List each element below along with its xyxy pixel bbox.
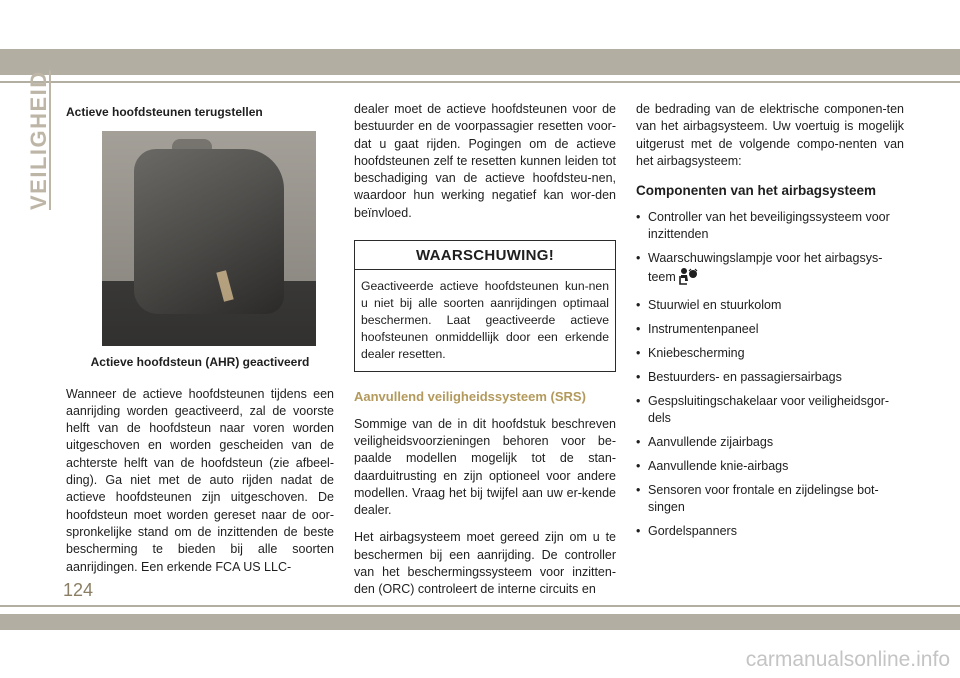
airbag-paragraph: Het airbagsysteem moet gereed zijn om u te beschermen bij een aanrijding. De controller van het beschermingssysteem voor inzitten-den (ORC) controleert de interne circuits en	[354, 530, 616, 597]
page-number: 124	[63, 580, 94, 600]
reset-heading: Actieve hoofdsteunen terugstellen	[66, 105, 263, 119]
headrest-photo	[102, 131, 316, 346]
image-caption: Actieve hoofdsteun (AHR) geactiveerd	[90, 355, 310, 370]
list-item: • Instrumentenpaneel	[636, 321, 904, 338]
top-decor-line	[0, 81, 960, 83]
reset-paragraph-continued: dealer moet de actieve hoofdsteunen voor de bestuurder en de voorpassagier resetten voor-dat u gaat rijden. Pogingen om de actieve hoofdsteunen zelf te resetten kunnen leiden tot beschadiging van de actieve hoofdsteu-nen, waardoor hun werking negatief kan wor-den beïnvloed.	[354, 102, 616, 220]
airbag-paragraph-continued: de bedrading van de elektrische componen-ten van het airbagsysteem. Uw voertuig is mogelijk uitgerust met de volgende compo-nenten van het airbagsysteem:	[636, 102, 904, 168]
reset-paragraph: Wanneer de actieve hoofdsteunen tijdens een aanrijding worden geactiveerd, zal de voorste helft van de hoofdsteun naar voren worden uitgeschoven en worden gescheiden van de achterste helft van de hoofdsteun (zie afbeel-ding). Ga niet met de auto rijden nadat de actieve hoofdsteunen zijn uitgeschoven. De hoofdsteun moet worden gereset naar de oor-spronkelijke stand om de inzittenden de beste bescherming te bieden bij alle soorten aanrijdingen. Een erkende FCA US LLC-	[66, 386, 334, 574]
watermark: carmanualsonline.info	[745, 648, 950, 671]
top-decor-band	[0, 49, 960, 75]
bottom-decor-band	[0, 614, 960, 630]
column-1	[66, 104, 334, 576]
bottom-decor-line	[0, 605, 960, 607]
list-item: • Gespsluitingschakelaar voor veiligheidsgor-dels	[636, 393, 904, 427]
warning-text: Geactiveerde actieve hoofdsteunen kun-nen u niet bij alle soorten aanrijdingen optimaal beschermen. Laat geactiveerde actieve hoofsteunen onmiddellijk door een erkende dealer resetten.	[361, 279, 609, 362]
list-item: • Bestuurders- en passagiersairbags	[636, 369, 904, 386]
airbag-warning-icon	[678, 267, 698, 290]
srs-heading: Aanvullend veiligheidssysteem (SRS)	[354, 389, 586, 405]
list-item: • Waarschuwingslampje voor het airbagsys-teem	[636, 250, 904, 290]
list-item: • Stuurwiel en stuurkolom	[636, 297, 904, 314]
components-list	[636, 209, 904, 540]
warning-title: WAARSCHUWING!	[355, 241, 615, 270]
side-section-label: VEILIGHEID	[26, 70, 51, 210]
column-2	[354, 101, 616, 609]
components-heading: Componenten van het airbagsysteem	[636, 183, 877, 199]
srs-paragraph: Sommige van de in dit hoofdstuk beschreven veiligheidsvoorzieningen behoren voor be-paalde modellen mogelijk tot de stan-daarduitrusting en zijn optioneel voor andere modellen. Vraag het bij twijfel aan uw er-kende dealer.	[354, 416, 616, 518]
list-item: • Kniebescherming	[636, 345, 904, 362]
list-item: • Sensoren voor frontale en zijdelingse bot-singen	[636, 482, 904, 516]
list-item: • Aanvullende knie-airbags	[636, 458, 904, 475]
list-item: • Controller van het beveiligingssysteem voor inzittenden	[636, 209, 904, 243]
column-3	[636, 101, 904, 547]
warning-box	[354, 240, 616, 372]
list-item: • Gordelspanners	[636, 523, 904, 540]
list-item: • Aanvullende zijairbags	[636, 434, 904, 451]
